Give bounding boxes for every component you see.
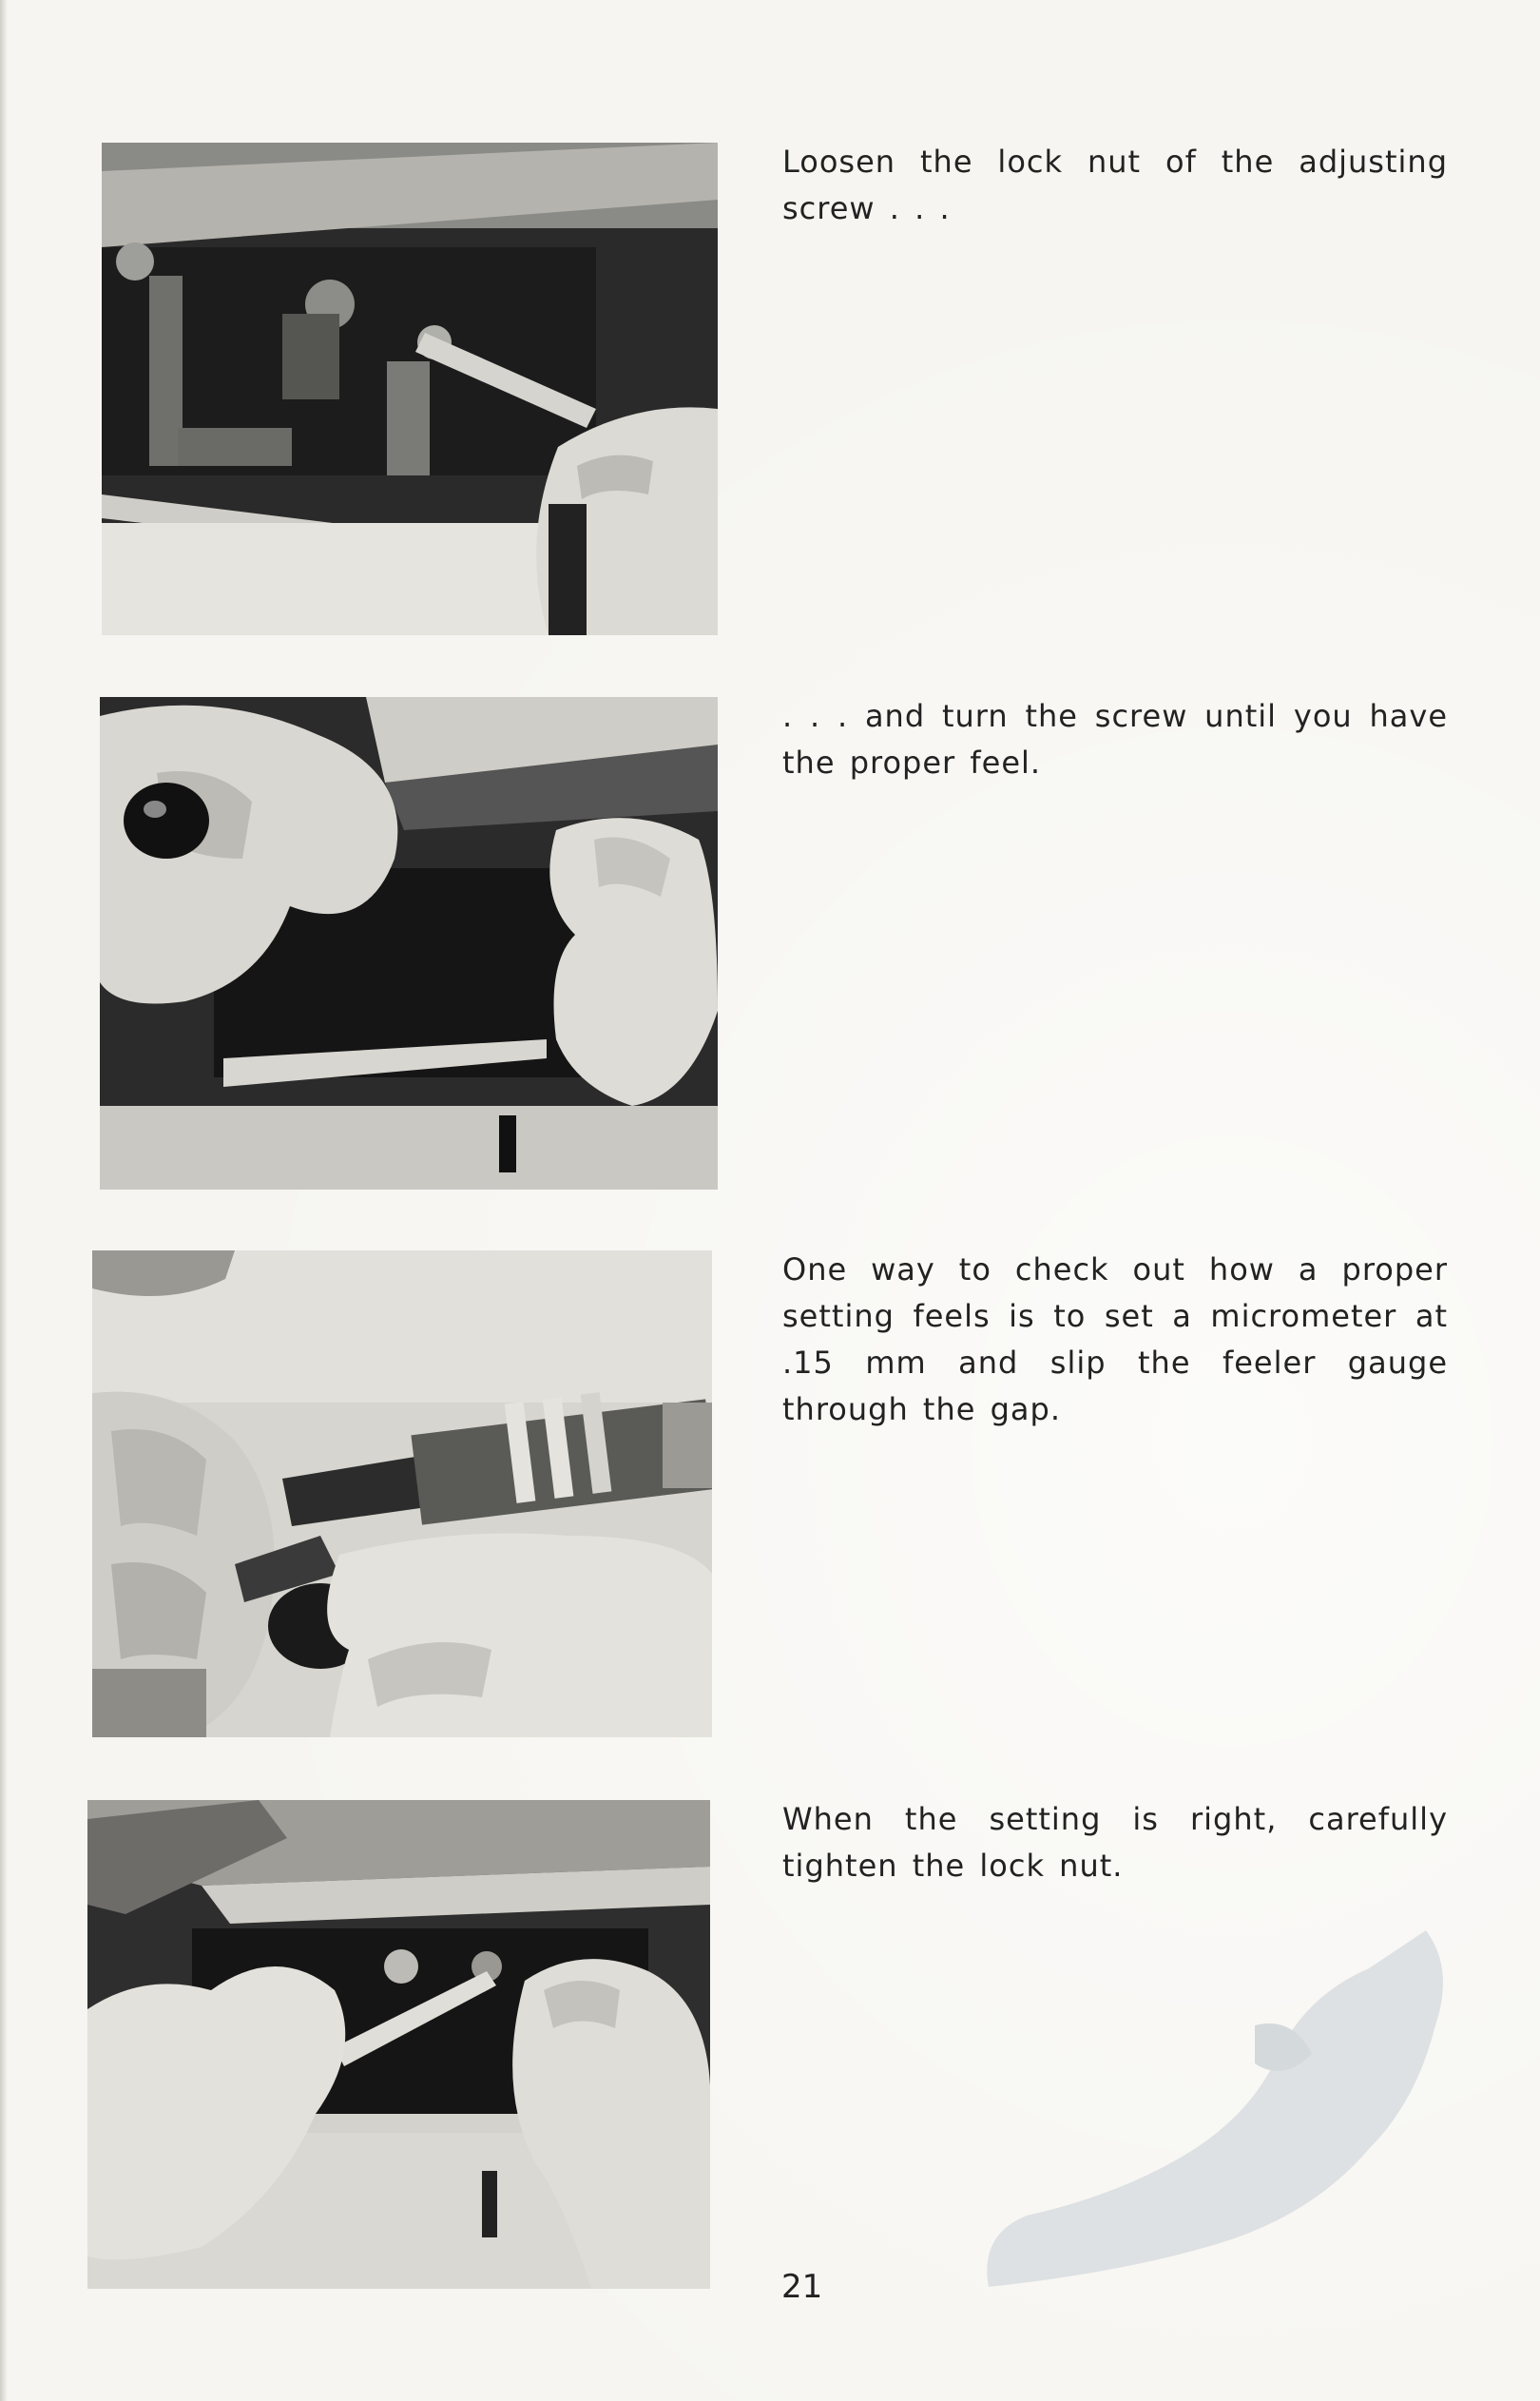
water-stain [970,1911,1464,2292]
step-2-caption: . . . and turn the screw until you have the proper feel. [782,698,1448,781]
step-1-caption: Loosen the lock nut of the adjusting screw . . . [782,144,1448,226]
photo-loosen-lock-nut [102,143,718,635]
step-3-caption: One way to check out how a proper setting feels is to set a micrometer at .15 mm and slip the feeler gauge through the gap. [782,1251,1448,1427]
photo-tighten-lock-nut [87,1800,710,2289]
page-number: 21 [781,2268,823,2306]
photo-micrometer-feeler-gauge [92,1250,712,1737]
photo-turn-screw [100,697,718,1190]
page-edge-shadow [0,0,8,2401]
step-4-caption: When the setting is right, carefully tighten the lock nut. [782,1801,1448,1884]
